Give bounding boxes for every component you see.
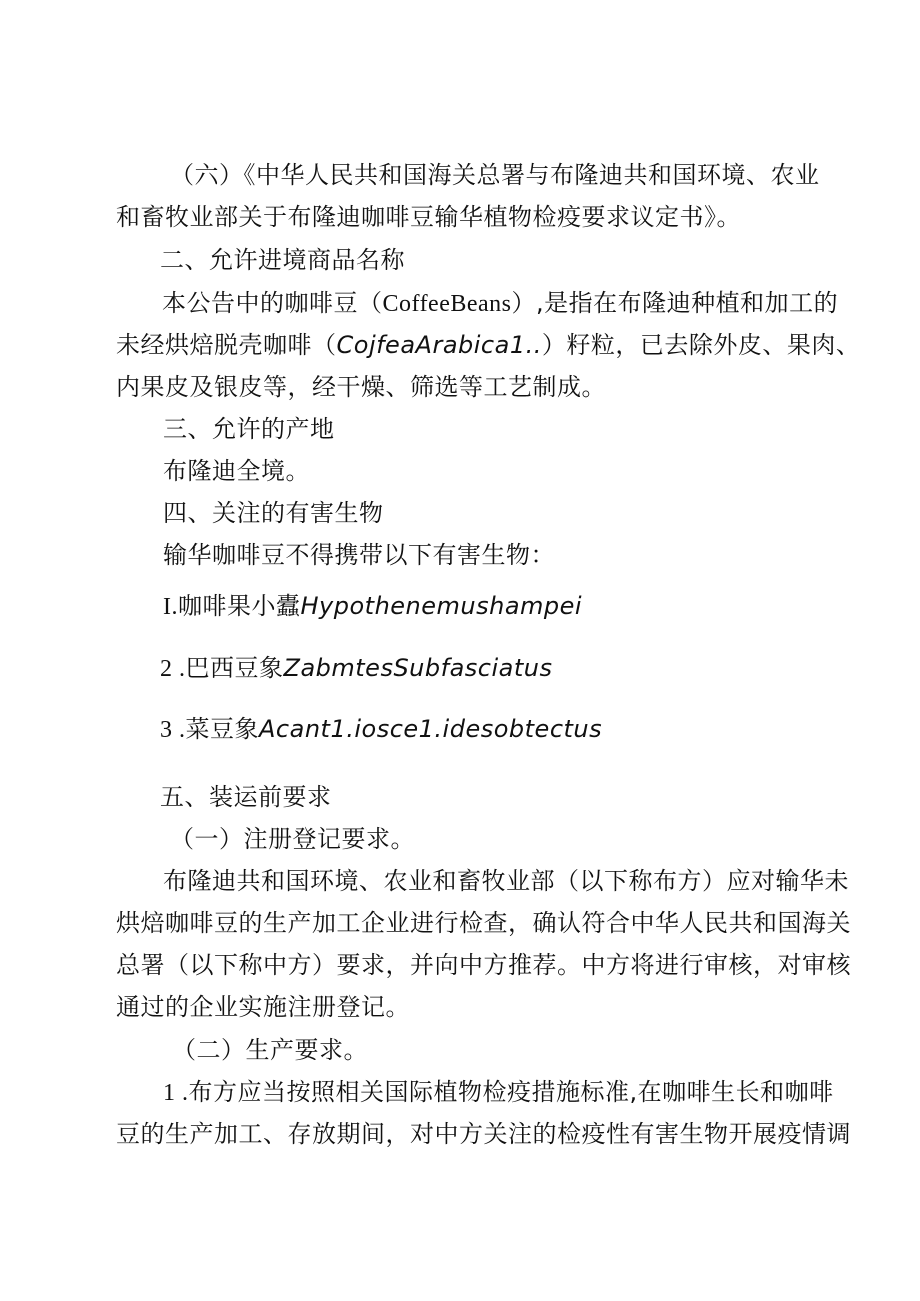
section-6-title-line-2: 和畜牧业部关于布隆迪咖啡豆输华植物检疫要求议定书》。 [116, 203, 741, 231]
coffee-latin-name: CojfeaArabica1.. [336, 331, 542, 359]
coffee-beans-english: CoffeeBeans [382, 291, 512, 317]
pest-item-number: I. [163, 594, 178, 620]
registration-line-2: 烘焙咖啡豆的生产加工企业进行检查，确认符合中华人民共和国海关 [116, 909, 851, 937]
coffee-definition-text-a: 本公告中的咖啡豆（ [162, 289, 383, 317]
section-6-title-line-1: （六）《中华人民共和国海关总署与布隆迪共和国环境、农业 [170, 161, 820, 189]
coffee-definition-text-e: ）籽粒，已去除外皮、果肉、 [541, 331, 861, 359]
pest-item-latin: ZabmtesSubfasciatus [283, 654, 553, 682]
production-line-2: 豆的生产加工、存放期间，对中方关注的检疫性有害生物开展疫情调 [116, 1120, 851, 1148]
coffee-definition-text-d: 未经烘焙脱壳咖啡（ [116, 331, 337, 359]
subheading-registration: （一）注册登记要求。 [170, 825, 415, 853]
pest-item-latin: Acant1.iosce1.idesobtectus [259, 715, 603, 743]
pest-item-cn: 菜豆象 [185, 715, 259, 743]
coffee-definition-line-3: 内果皮及银皮等，经干燥、筛选等工艺制成。 [116, 373, 606, 401]
subheading-production: （二）生产要求。 [172, 1036, 368, 1064]
heading-pre-shipment: 五、装运前要求 [160, 783, 332, 811]
coffee-definition-line-2 [116, 325, 860, 365]
registration-line-3: 总署（以下称中方）要求，并向中方推荐。中方将进行审核，对审核 [116, 951, 851, 979]
pest-item-number: 2 . [160, 656, 186, 682]
origin-text: 布隆迪全境。 [163, 457, 310, 485]
registration-line-4: 通过的企业实施注册登记。 [116, 993, 410, 1021]
pest-item-cn: 咖啡果小蠹 [178, 592, 301, 620]
pest-item [163, 586, 582, 627]
coffee-definition-line-1 [162, 283, 838, 324]
production-line-1 [163, 1072, 834, 1113]
pest-item [160, 709, 602, 750]
production-item-number: 1 . [163, 1080, 189, 1106]
heading-allowed-goods: 二、允许进境商品名称 [160, 246, 405, 274]
pest-item [160, 648, 552, 689]
heading-allowed-origin: 三、允许的产地 [163, 415, 335, 443]
pest-item-cn: 巴西豆象 [185, 654, 284, 682]
pest-item-number: 3 . [160, 717, 186, 743]
production-line-1-text: 布方应当按照相关国际植物检疫措施标准,在咖啡生长和咖啡 [188, 1078, 834, 1106]
pest-item-latin: Hypothenemushampei [300, 592, 583, 620]
coffee-definition-text-c: ）,是指在布隆迪种植和加工的 [511, 289, 839, 317]
pest-intro: 输华咖啡豆不得携带以下有害生物： [163, 541, 555, 569]
registration-line-1: 布隆迪共和国环境、农业和畜牧业部（以下称布方）应对输华未 [163, 867, 849, 895]
heading-pests: 四、关注的有害生物 [163, 499, 384, 527]
